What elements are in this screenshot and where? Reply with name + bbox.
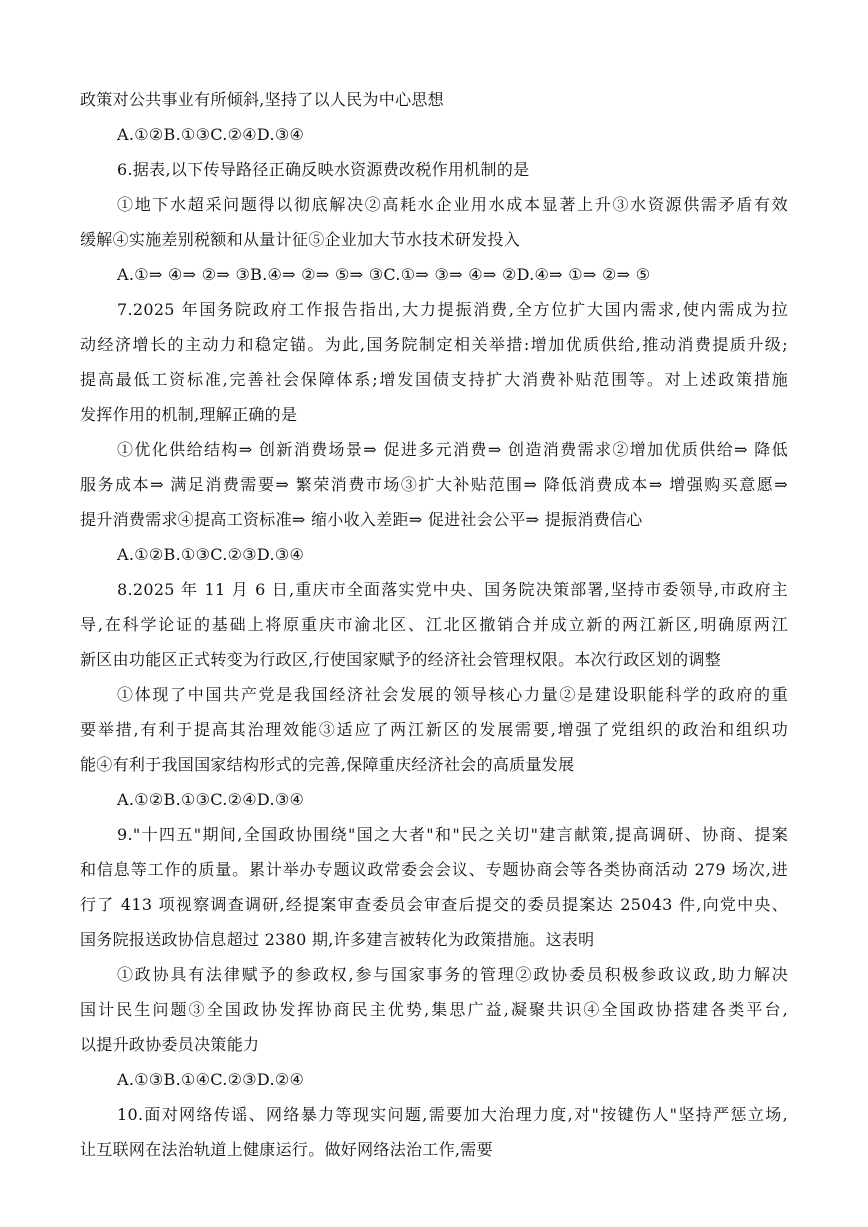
text-line: 新区由功能区正式转变为行政区,行使国家赋予的经济社会管理权限。本次行政区划的调整 <box>80 650 722 669</box>
text-line: 能④有利于我国国家结构形式的完善,保障重庆经济社会的高质量发展 <box>80 755 575 774</box>
text-line: 服务成本⇒ 满足消费需要⇒ 繁荣消费市场③扩大补贴范围⇒ 降低消费成本⇒ 增强购买意愿⇒ <box>80 475 788 494</box>
text-line: 以提升政协委员决策能力 <box>80 1035 260 1054</box>
text-line: ①优化供给结构⇒ 创新消费场景⇒ 促进多元消费⇒ 创造消费需求②增加优质供给⇒ 降低 <box>117 440 788 459</box>
text-line: ①地下水超采问题得以彻底解决②高耗水企业用水成本显著上升③水资源供需矛盾有效 <box>117 195 788 214</box>
text-line: ①体现了中国共产党是我国经济社会发展的领导核心力量②是建设职能科学的政府的重 <box>117 685 788 704</box>
text-line: ①政协具有法律赋予的参政权,参与国家事务的管理②政协委员积极参政议政,助力解决 <box>117 965 788 984</box>
text-line: 国务院报送政协信息超过 2380 期,许多建言被转化为政策措施。这表明 <box>80 930 595 949</box>
text-line: 导,在科学论证的基础上将原重庆市渝北区、江北区撤销合并成立新的两江新区,明确原两江 <box>80 615 788 634</box>
text-line: 9."十四五"期间,全国政协围绕"国之大者"和"民之关切"建言献策,提高调研、协商、提案 <box>117 825 788 844</box>
text-line: 提升消费需求④提高工资标准⇒ 缩小收入差距⇒ 促进社会公平⇒ 提振消费信心 <box>80 510 643 529</box>
text-line: A.①⇒ ④⇒ ②⇒ ③B.④⇒ ②⇒ ⑤⇒ ③C.①⇒ ③⇒ ④⇒ ②D.④⇒ ①⇒ ②⇒ ⑤ <box>117 265 651 284</box>
text-line: 和信息等工作的质量。累计举办专题议政常委会会议、专题协商会等各类协商活动 279 场次,进 <box>80 860 788 879</box>
text-line: 政策对公共事业有所倾斜,坚持了以人民为中心思想 <box>80 90 444 109</box>
text-line: 要举措,有利于提高其治理效能③适应了两江新区的发展需要,增强了党组织的政治和组织功 <box>80 720 788 739</box>
text-line: 6.据表,以下传导路径正确反映水资源费改税作用机制的是 <box>117 160 530 179</box>
text-line: 10.面对网络传谣、网络暴力等现实问题,需要加大治理力度,对"按键伤人"坚持严惩立场, <box>117 1105 788 1124</box>
text-line: A.①②B.①③C.②④D.③④ <box>117 125 305 144</box>
text-line: 让互联网在法治轨道上健康运行。做好网络法治工作,需要 <box>80 1140 493 1159</box>
text-line: 行了 413 项视察调查调研,经提案审查委员会审查后提交的委员提案达 25043 件,向党中央、 <box>80 895 788 914</box>
text-line: 8.2025 年 11 月 6 日,重庆市全面落实党中央、国务院决策部署,坚持市委领导,市政府主 <box>117 580 788 599</box>
text-line: A.①③B.①④C.②③D.②④ <box>117 1070 305 1089</box>
text-line: 缓解④实施差别税额和从量计征⑤企业加大节水技术研发投入 <box>80 230 521 249</box>
text-line: A.①②B.①③C.②④D.③④ <box>117 790 305 809</box>
text-line: 国计民生问题③全国政协发挥协商民主优势,集思广益,凝聚共识④全国政协搭建各类平台, <box>80 1000 788 1019</box>
text-line: A.①②B.①③C.②③D.③④ <box>117 545 305 564</box>
text-line: 提高最低工资标准,完善社会保障体系;增发国债支持扩大消费补贴范围等。对上述政策措施 <box>80 370 788 389</box>
text-line: 动经济增长的主动力和稳定锚。为此,国务院制定相关举措:增加优质供给,推动消费提质升级; <box>80 335 788 354</box>
text-line: 7.2025 年国务院政府工作报告指出,大力提振消费,全方位扩大国内需求,使内需成为拉 <box>117 300 788 319</box>
text-line: 发挥作用的机制,理解正确的是 <box>80 405 298 424</box>
